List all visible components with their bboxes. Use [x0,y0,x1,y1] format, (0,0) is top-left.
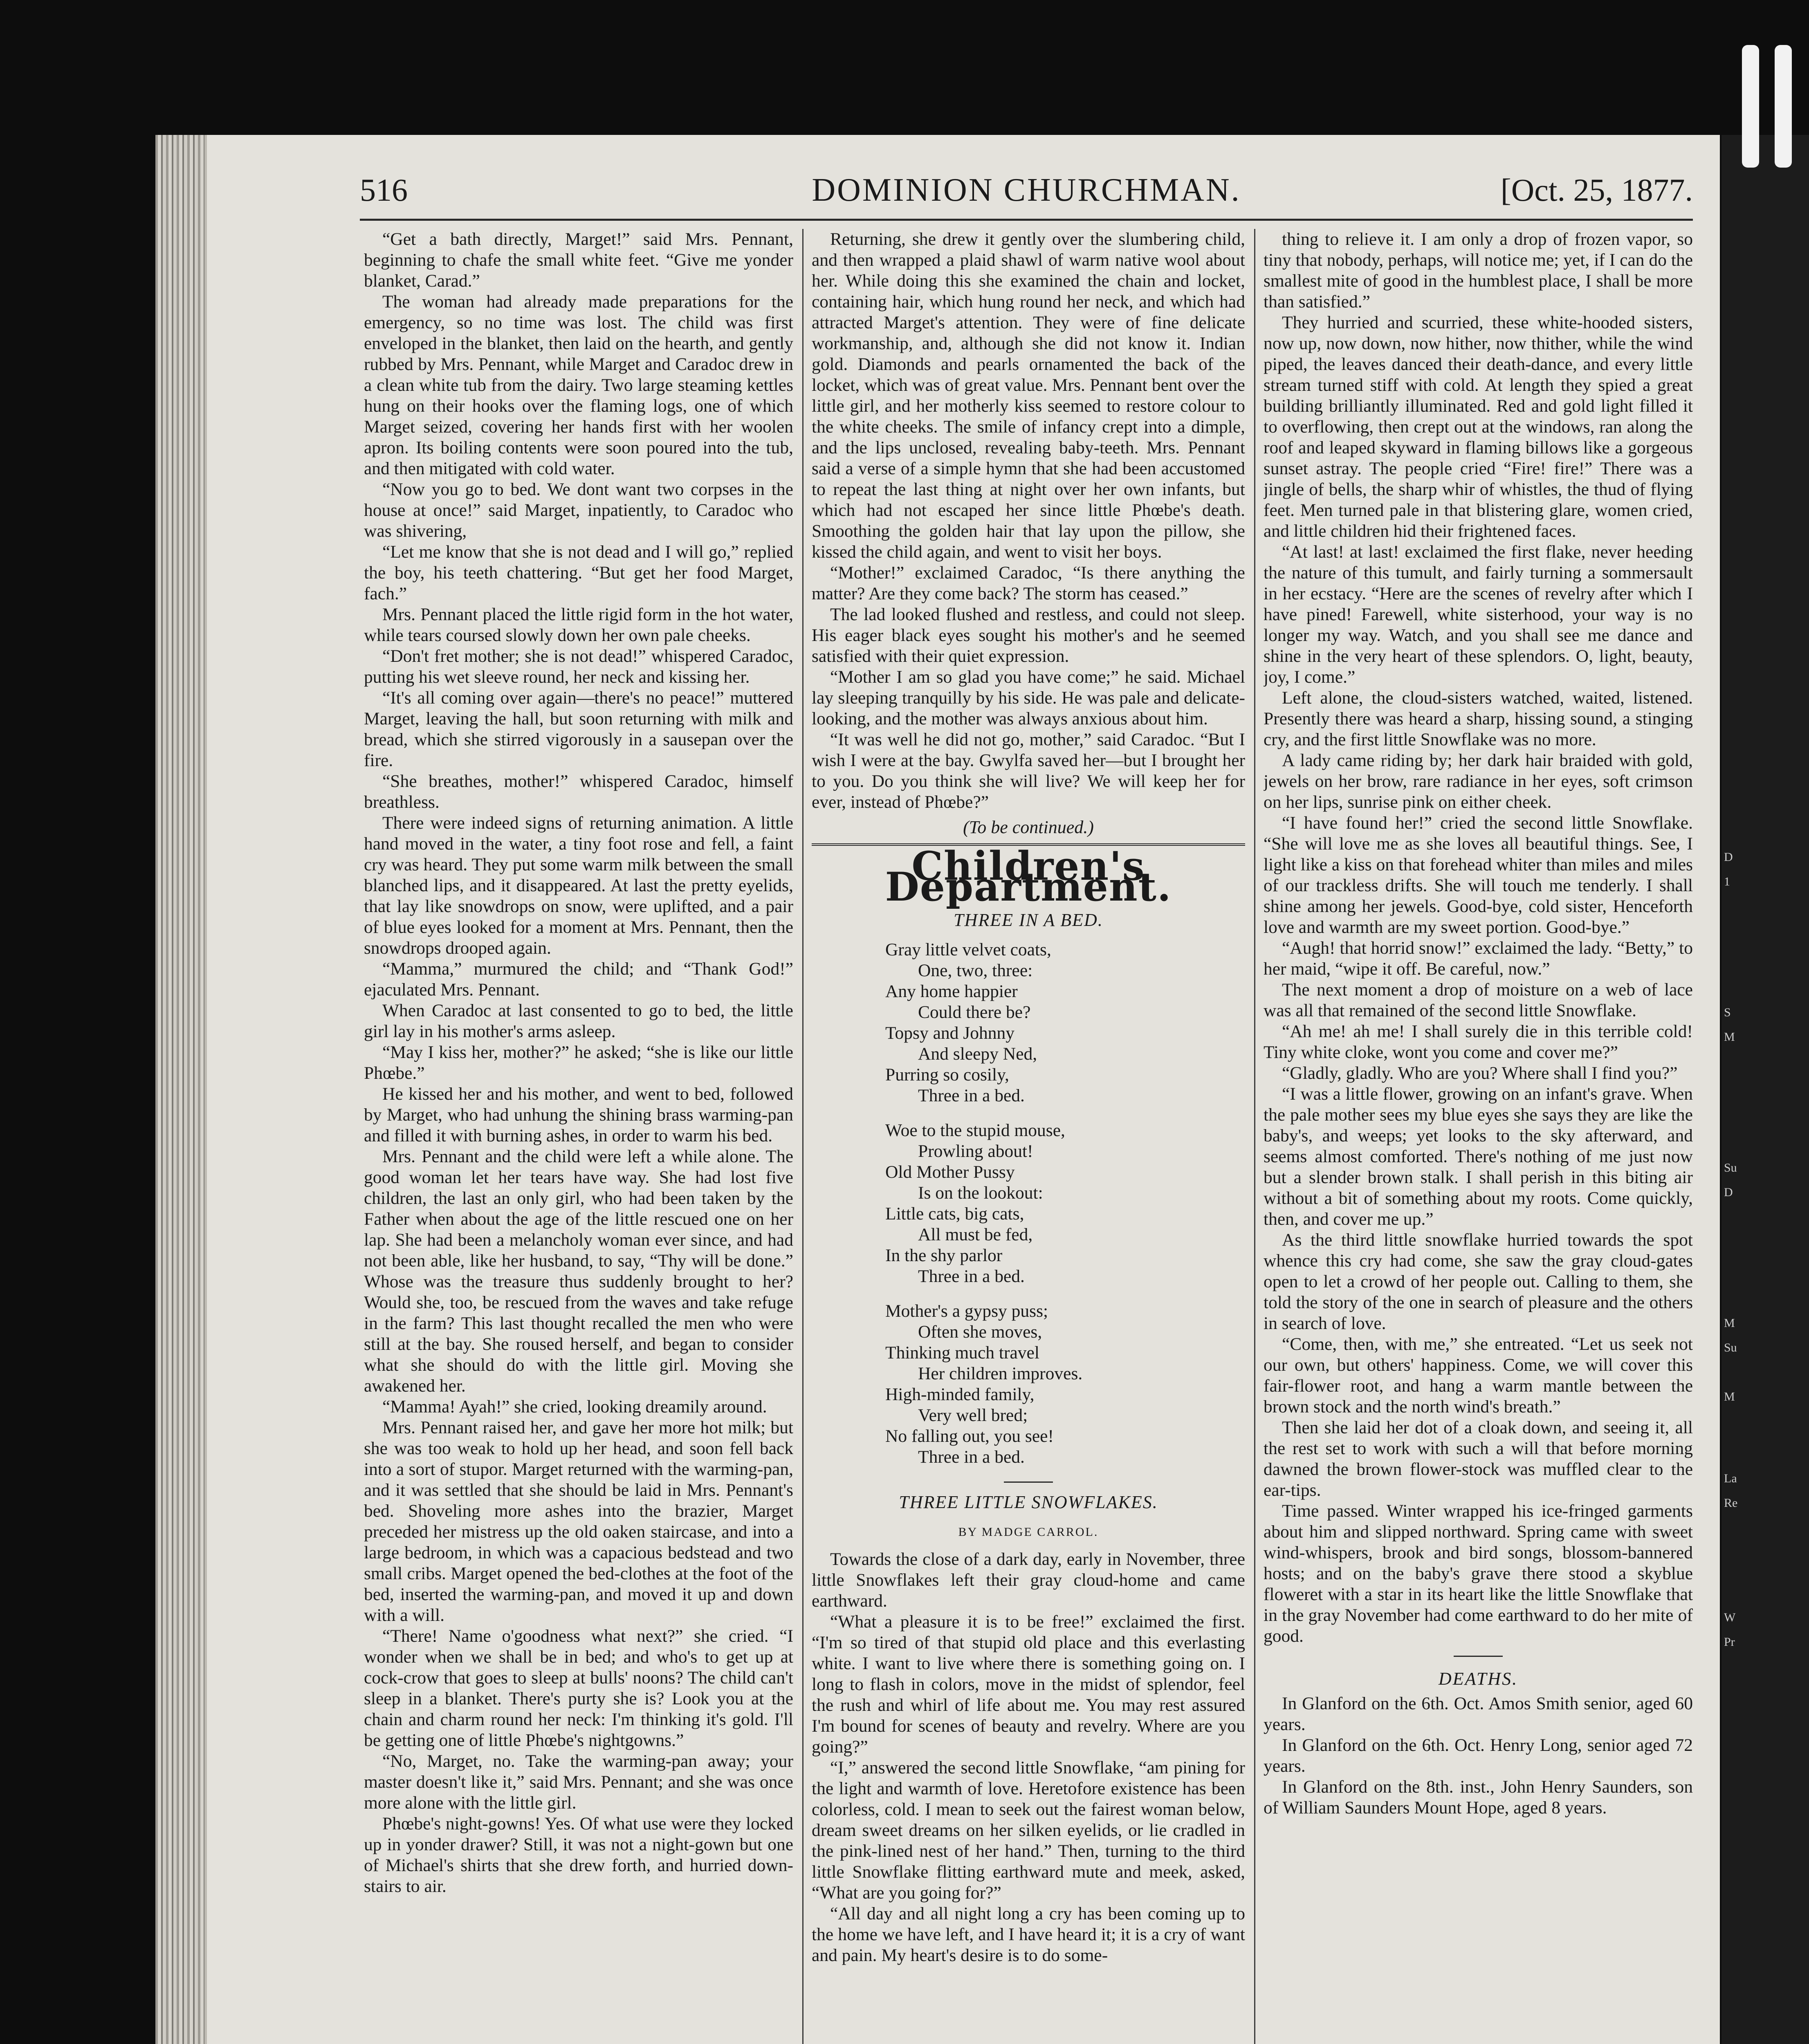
story-title: THREE LITTLE SNOWFLAKES. [899,1492,1158,1512]
death-notice: In Glanford on the 8th. inst., John Henry Saunders, son of William Saunders Mount Hope, aged 8 years. [1264,1777,1693,1818]
story-paragraph: “Come, then, with me,” she entreated. “Let us seek not our own, but others' happiness. Come, we will cover this fair-flower root, and hang a warm mantle between the brown stock and the north wind's breath.” [1264,1334,1693,1416]
page-header [360,172,1693,221]
poem-line: Her children improves. [918,1364,1083,1383]
poem-line: Mother's a gypsy puss; [885,1301,1048,1321]
article-paragraph: Mrs. Pennant raised her, and gave her more hot milk; but she was too weak to hold up her head, and soon fell back into a sort of stupor. Marget returned with the warming-pan, and it was settled that she should be laid in Mrs. Pennant's bed. Shoveling more ashes into the brazier, Marget preceded her mistress up the old oaken staircase, and into a large bedroom, in which was a capacious bedstead and two small cribs. Marget opened the bed-clothes at the foot of the bed, inserted the warming-pan, and moved it up and down with a will. [364,1418,793,1625]
story-paragraph: “I,” answered the second little Snowflake, “am pining for the light and warmth of love. Heretofore existence has been colorless, cold. I mean to seek out the fairest woman below, dream sweet dreams on her silken eyelids, or lie cradled in the pink-lined nest of her hand.” Then, turning to the third little Snowflake flitting earthward mute and meek, asked, “What are you going for?” [812,1758,1245,1903]
story-paragraph: As the third little snowflake hurried towards the spot whence this cry had come, she saw the gray cloud-gates open to let a crowd of her people out. Calling to them, she told the story of the one in search of pleasure and the others in search of love. [1264,1230,1693,1333]
poem-stanza [885,1301,1245,1468]
edge-text-fragment: W [1724,1611,1736,1624]
article-paragraph: “Mother!” exclaimed Caradoc, “Is there anything the matter? Are they come back? The storm has ceased.” [812,563,1245,603]
edge-text-fragment: Pr [1724,1635,1735,1649]
article-paragraph: He kissed her and his mother, and went to bed, followed by Marget, who had unhung the shining brass warming-pan and filled it with burning ashes, in order to warm his bed. [364,1084,793,1145]
story-paragraph: “Augh! that horrid snow!” exclaimed the lady. “Betty,” to her maid, “wipe it off. Be careful, now.” [1264,938,1693,979]
poem-line: One, two, three: [918,961,1033,980]
edge-text-fragment: Su [1724,1161,1737,1174]
article-paragraph: “Get a bath directly, Marget!” said Mrs. Pennant, beginning to chafe the small white feet. “Give me yonder blanket, Carad.” [364,229,793,291]
article-paragraph: “Mamma! Ayah!” she cried, looking dreamily around. [382,1397,767,1416]
to-be-continued: (To be continued.) [963,817,1094,837]
story-paragraph: “At last! at last! exclaimed the first flake, never heeding the nature of this tumult, and fairly turning a sommersault in her ecstacy. “Here are the scenes of revelry after which I have pined! Farewell, white sisterhood, your way is no longer my way. Watch, and you shall see me dance and shine in the very heart of these splendors. O, light, beauty, joy, I come.” [1264,542,1693,687]
article-paragraph: “There! Name o'goodness what next?” she cried. “I wonder when we shall be in bed; and who's to get up at cock-crow that goes to sleep at bulls' noons? The child can't sleep in a blanket. There's purty she is? Look you at the chain and charm round her neck: I'm thinking it's gold. I'll be getting one of little Phœbe's nightgowns.” [364,1626,793,1750]
article-paragraph: Mrs. Pennant placed the little rigid form in the hot water, while tears coursed slowly down her own pale cheeks. [364,605,793,645]
poem-line: Three in a bed. [918,1447,1025,1467]
poem-line: Prowling about! [918,1141,1033,1161]
edge-text-fragment: M [1724,1390,1735,1403]
poem-line: No falling out, you see! [885,1426,1054,1446]
story-paragraph: Time passed. Winter wrapped his ice-fringed garments about him and slipped northward. Spring came with sweet wind-whispers, brook and bird songs, blossom-bannered hosts; and on the baby's grave there stood a skyblue floweret with a star in its heart like the little Snowflake that in the gray November had come earthward to do her mite of good. [1264,1501,1693,1646]
poem-line: Is on the lookout: [918,1183,1043,1203]
article-paragraph: “Mother I am so glad you have come;” he said. Michael lay sleeping tranquilly by his side. He was pale and delicate-looking, and the mother was always anxious about him. [812,667,1245,728]
story-paragraph: The next moment a drop of moisture on a web of lace was all that remained of the second little Snowflake. [1264,980,1693,1020]
article-paragraph: Mrs. Pennant and the child were left a while alone. The good woman let her tears have way. She had lost five children, the last an only girl, who had been taken by the Father when about the age of the little rescued one on her lap. She had been a melancholy woman ever since, and had not been able, like her husband, to say, “Thy will be done.” Whose was the treasure thus suddenly brought to her? Would she, too, be rescued from the waves and take refuge in the farm? This last thought recalled the men who were still at the bay. She roused herself, and began to consider what she should do with the little girl. Moving she awakened her. [364,1147,793,1396]
poem-stanza [885,939,1245,1106]
scan-marker-top-left [1742,45,1759,168]
poem-stanza [885,1120,1245,1287]
adjacent-page-strip [1721,135,1809,2044]
poem-line: High-minded family, [885,1385,1035,1404]
article-paragraph: “She breathes, mother!” whispered Caradoc, himself breathless. [364,771,793,812]
edge-text-fragment: S [1724,1006,1731,1019]
newspaper-title: DOMINION CHURCHMAN. [812,172,1241,208]
edge-text-fragment: D [1724,1186,1733,1199]
edge-text-fragment: Su [1724,1341,1737,1354]
story-paragraph: Then she laid her dot of a cloak down, and seeing it, all the rest set to work with such a will that before morning dawned the brown flower-stock was muffled clear to the ear-tips. [1264,1418,1693,1500]
story-paragraph: thing to relieve it. I am only a drop of frozen vapor, so tiny that nobody, perhaps, will notice me; yet, if I can do the smallest mite of good in the humblest place, I shall be more than satisfied.” [1264,229,1693,312]
poem-line: Little cats, big cats, [885,1204,1024,1224]
scan-marker-top-right [1775,45,1792,168]
story-paragraph: “What a pleasure it is to be free!” exclaimed the first. “I'm so tired of that stupid old place and this everlasting white. I want to live where there is something going on. I long to flash in colors, move in the midst of splendor, feel the rush and whirl of life about me. You may rest assured I'm bound for scenes of beauty and revelry. Where are you going?” [812,1612,1245,1757]
edge-text-fragment: Re [1724,1496,1738,1510]
page-number: 516 [360,172,408,208]
poem-line: Thinking much travel [885,1343,1039,1363]
article-paragraph: Phœbe's night-gowns! Yes. Of what use were they locked up in yonder drawer? Still, it was not a night-gown but one of Michael's shirts that she drew forth, and hurried down-stairs to air. [364,1814,793,1896]
article-paragraph: “Don't fret mother; she is not dead!” whispered Caradoc, putting his wet sleeve round, her neck and kissing her. [364,646,793,687]
poem-line: Often she moves, [918,1322,1042,1342]
poem-line: Purring so cosily, [885,1065,1009,1085]
article-paragraph: “May I kiss her, mother?” he asked; “she is like our little Phœbe.” [364,1042,793,1083]
edge-text-fragment: D [1724,850,1733,864]
deaths-heading: DEATHS. [1438,1669,1518,1689]
edge-text-fragment: La [1724,1472,1737,1485]
article-paragraph: The lad looked flushed and restless, and could not sleep. His eager black eyes sought his mother's and he seemed satisfied with their quiet expression. [812,605,1245,666]
story-paragraph: “I was a little flower, growing on an infant's grave. When the pale mother sees my blue eyes she says they are like the baby's, and weeps; yet looks to the sky afterward, and seems almost comforted. There's nothing of me just now but a slender brown stalk. I shall perish in this biting air without a bit of something about my roots. Come quickly, then, and cover me up.” [1264,1084,1693,1229]
story-paragraph: “I have found her!” cried the second little Snowflake. “She will love me as she loves all beautiful things. See, I light like a kiss on that forehead whiter than miles and miles of our trackless drifts. She will touch me tenderly. I shall shine among her jewels. Good-bye, cold sister, Henceforth love and warmth are my sweet portion. Good-bye.” [1264,813,1693,937]
death-notice: In Glanford on the 6th. Oct. Amos Smith senior, aged 60 years. [1264,1694,1693,1734]
poem-title: THREE IN A BED. [954,910,1103,930]
poem-line: Three in a bed. [918,1266,1025,1286]
column-divider [802,229,804,2044]
poem-line: In the shy parlor [885,1246,1003,1265]
column-2 [812,229,1245,2044]
article-paragraph: “Mamma,” murmured the child; and “Thank God!” ejaculated Mrs. Pennant. [364,959,793,1000]
poem-line: Three in a bed. [918,1086,1025,1105]
article-paragraph: The woman had already made preparations for the emergency, so no time was lost. The child was first enveloped in the blanket, then laid on the hearth, and gently rubbed by Mrs. Pennant, while Marget and Caradoc drew in a clean white tub from the dairy. Two large steaming kettles hung on their hooks over the flaming logs, one of which Marget seized, covering her hands first with her woolen apron. Its boiling contents were soon poured into the tub, and then mitigated with cold water. [364,292,793,478]
death-notice: In Glanford on the 6th. Oct. Henry Long, senior aged 72 years. [1264,1735,1693,1776]
column-1 [364,229,793,2044]
poem-line: And sleepy Ned, [918,1044,1037,1064]
article-paragraph: “Now you go to bed. We dont want two corpses in the house at once!” said Marget, inpatiently, to Caradoc who was shivering, [364,480,793,541]
section-rule [1454,1656,1503,1657]
story-paragraph: “Ah me! ah me! I shall surely die in this terrible cold! Tiny white cloke, wont you come and cover me?” [1264,1022,1693,1062]
poem [885,939,1245,1468]
poem-line: Topsy and Johnny [885,1023,1014,1043]
article-paragraph: There were indeed signs of returning animation. A little hand moved in the water, a tiny foot rose and fell, a faint cry was heard. They put some warm milk between the small blanched lips, and it disappeared. At last the pretty eyelids, that lay like snowdrops on snow, were uplifted, and a pair of blue eyes looked for a moment at Mrs. Pennant, then the snowdrops drooped again. [364,813,793,958]
article-paragraph: When Caradoc at last consented to go to bed, the little girl lay in his mother's arms asleep. [364,1001,793,1041]
poem-line: Woe to the stupid mouse, [885,1121,1065,1140]
poem-line: All must be fed, [918,1225,1033,1244]
article-paragraph: Returning, she drew it gently over the slumbering child, and then wrapped a plaid shawl of warm native wool about her. While doing this she examined the chain and locket, containing hair, which hung round her neck, and which had attracted Marget's attention. They were of fine delicate workmanship, and, although she did not know it. Indian gold. Diamonds and pearls ornamented the back of the locket, which was of great value. Mrs. Pennant bent over the little girl, and her motherly kiss seemed to restore colour to the white cheeks. The smile of infancy crept into a dimple, and the lips unclosed, revealing baby-teeth. Mrs. Pennant said a verse of a simple hymn that she had been accustomed to repeat the last thing at night over her own infants, but which had not escaped her since little Phœbe's death. Smoothing the golden hair that lay upon the pillow, she kissed the child again, and went to visit her boys. [812,229,1245,562]
story-paragraph: “Gladly, gladly. Who are you? Where shall I find you?” [1282,1063,1678,1083]
header-rule [360,219,1693,221]
story-paragraph: They hurried and scurried, these white-hooded sisters, now up, now down, now hither, now thither, while the wind piped, the leaves danced their death-dance, and every little stream turned stiff with cold. At length they spied a great building brilliantly illuminated. Red and gold light filled it to overflowing, then crept out at the windows, ran along the roof and leaped skyward in flaming billows like a gorgeous sunset astray. The people cried “Fire! fire!” There was a jingle of bells, the sharp whir of whistles, the thud of flying feet. Men turned pale in that blistering glare, women cried, and little children hid their frightened faces. [1264,313,1693,541]
edge-text-fragment: M [1724,1316,1735,1330]
column-divider [1254,229,1255,2044]
article-paragraph: “It was well he did not go, mother,” said Caradoc. “But I wish I were at the bay. Gwylfa saved her—but I brought her to you. Do you think she will live? We will keep her for ever, instead of Phœbe?” [812,730,1245,812]
story-paragraph: Left alone, the cloud-sisters watched, waited, listened. Presently there was heard a sharp, hissing sound, a stinging cry, and the first little Snowflake was no more. [1264,688,1693,749]
article-paragraph: “No, Marget, no. Take the warming-pan away; your master doesn't like it,” said Mrs. Pennant; and she was once more alone with the little girl. [364,1751,793,1813]
department-heading: Children's Department. [812,843,1245,897]
article-paragraph: “Let me know that she is not dead and I will go,” replied the boy, his teeth chattering. “But get her food Marget, fach.” [364,542,793,603]
section-rule [1004,1481,1053,1483]
story-paragraph: “All day and all night long a cry has been coming up to the home we have left, and I have heard it; it is a cry of want and pain. My heart's desire is to do some- [812,1904,1245,1965]
story-paragraph: Towards the close of a dark day, early in November, three little Snowflakes left their gray cloud-home and came earthward. [812,1549,1245,1611]
poem-line: Could there be? [918,1002,1031,1022]
issue-date: [Oct. 25, 1877. [1500,172,1693,208]
story-paragraph: A lady came riding by; her dark hair braided with gold, jewels on her brow, rare radiance in her eyes, soft crimson on her lips, sunrise pink on either cheek. [1264,751,1693,812]
poem-line: Gray little velvet coats, [885,940,1051,959]
poem-line: Old Mother Pussy [885,1162,1015,1182]
edge-text-fragment: 1 [1724,875,1730,888]
column-3 [1264,229,1693,2044]
poem-line: Any home happier [885,982,1018,1001]
poem-line: Very well bred; [918,1405,1028,1425]
edge-text-fragment: M [1724,1030,1735,1044]
article-paragraph: “It's all coming over again—there's no peace!” muttered Marget, leaving the hall, but soon returning with milk and bread, which she stirred vigorously in a sausepan over the fire. [364,688,793,770]
story-byline: BY MADGE CARROL. [958,1525,1099,1539]
